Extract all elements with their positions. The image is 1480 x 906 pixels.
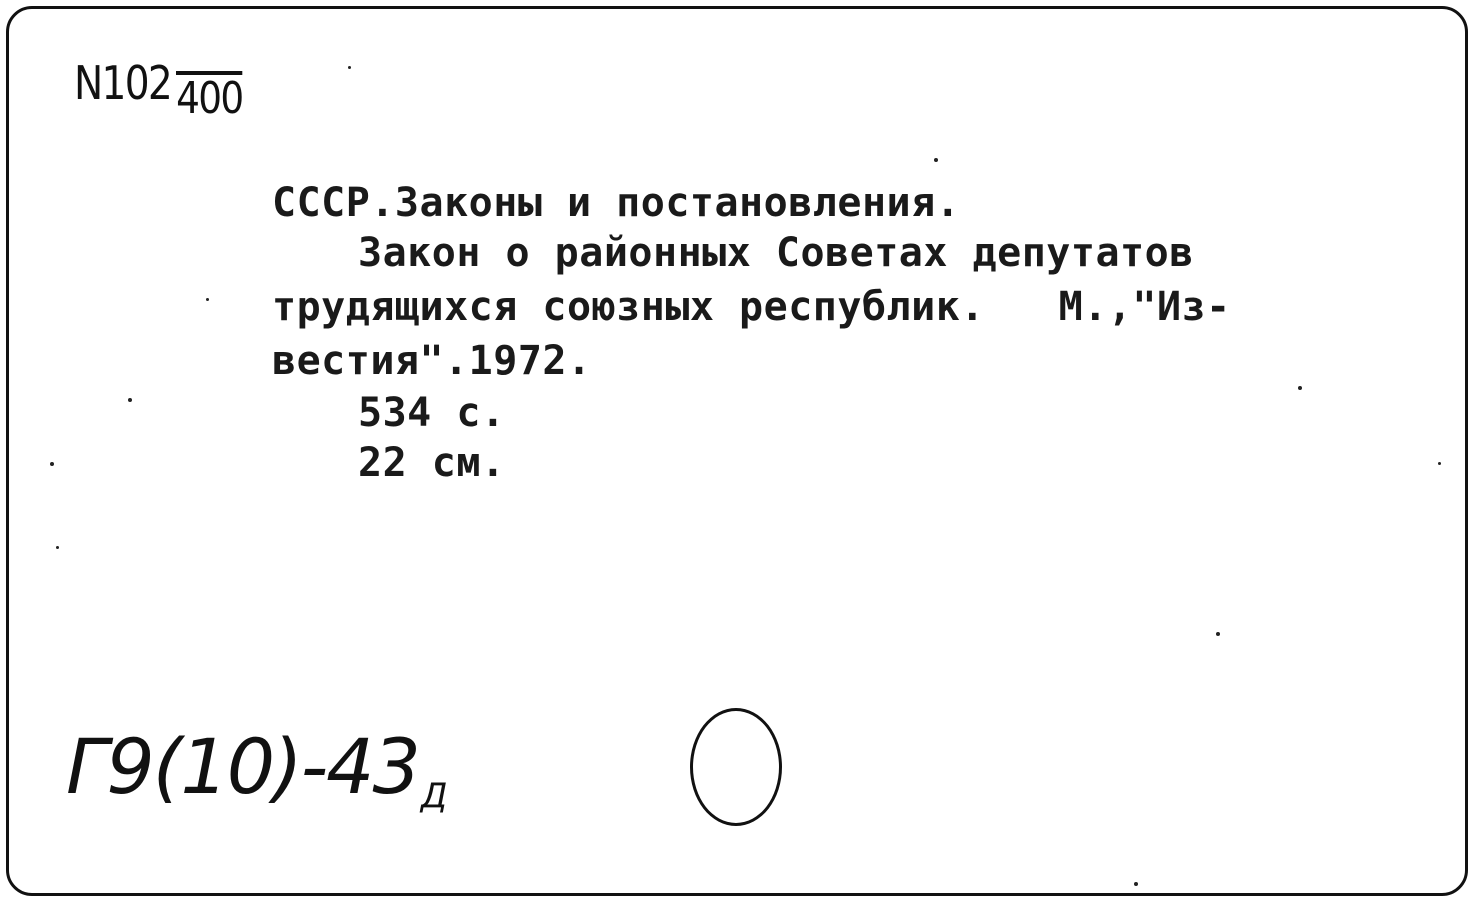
dust-speck xyxy=(50,462,54,466)
accession-number-denominator: 400 xyxy=(176,73,243,124)
dust-speck xyxy=(1438,462,1441,465)
accession-number xyxy=(74,56,243,124)
dust-speck xyxy=(1134,882,1138,886)
accession-number-main: N102 xyxy=(74,56,172,110)
card-punch-hole xyxy=(690,708,782,826)
dust-speck xyxy=(56,546,59,549)
dust-speck xyxy=(934,158,938,162)
dust-speck xyxy=(1216,632,1220,636)
dust-speck xyxy=(206,298,209,301)
title-line-2: трудящихся союзных республик. М.,"Из- xyxy=(272,284,1231,330)
card-heading: СССР.Законы и постановления. xyxy=(272,180,961,226)
title-line-3: вестия".1972. xyxy=(272,338,592,384)
dust-speck xyxy=(128,398,132,402)
classmark-main: Г9(10)-43 xyxy=(66,722,419,811)
classmark-suffix: Д xyxy=(420,776,446,816)
title-line-1: Закон о районных Советах депутатов xyxy=(358,230,1194,276)
page-count: 534 с. xyxy=(358,390,506,436)
card-size: 22 см. xyxy=(358,440,506,486)
dust-speck xyxy=(348,66,351,69)
classmark xyxy=(66,722,445,816)
dust-speck xyxy=(1298,386,1302,390)
